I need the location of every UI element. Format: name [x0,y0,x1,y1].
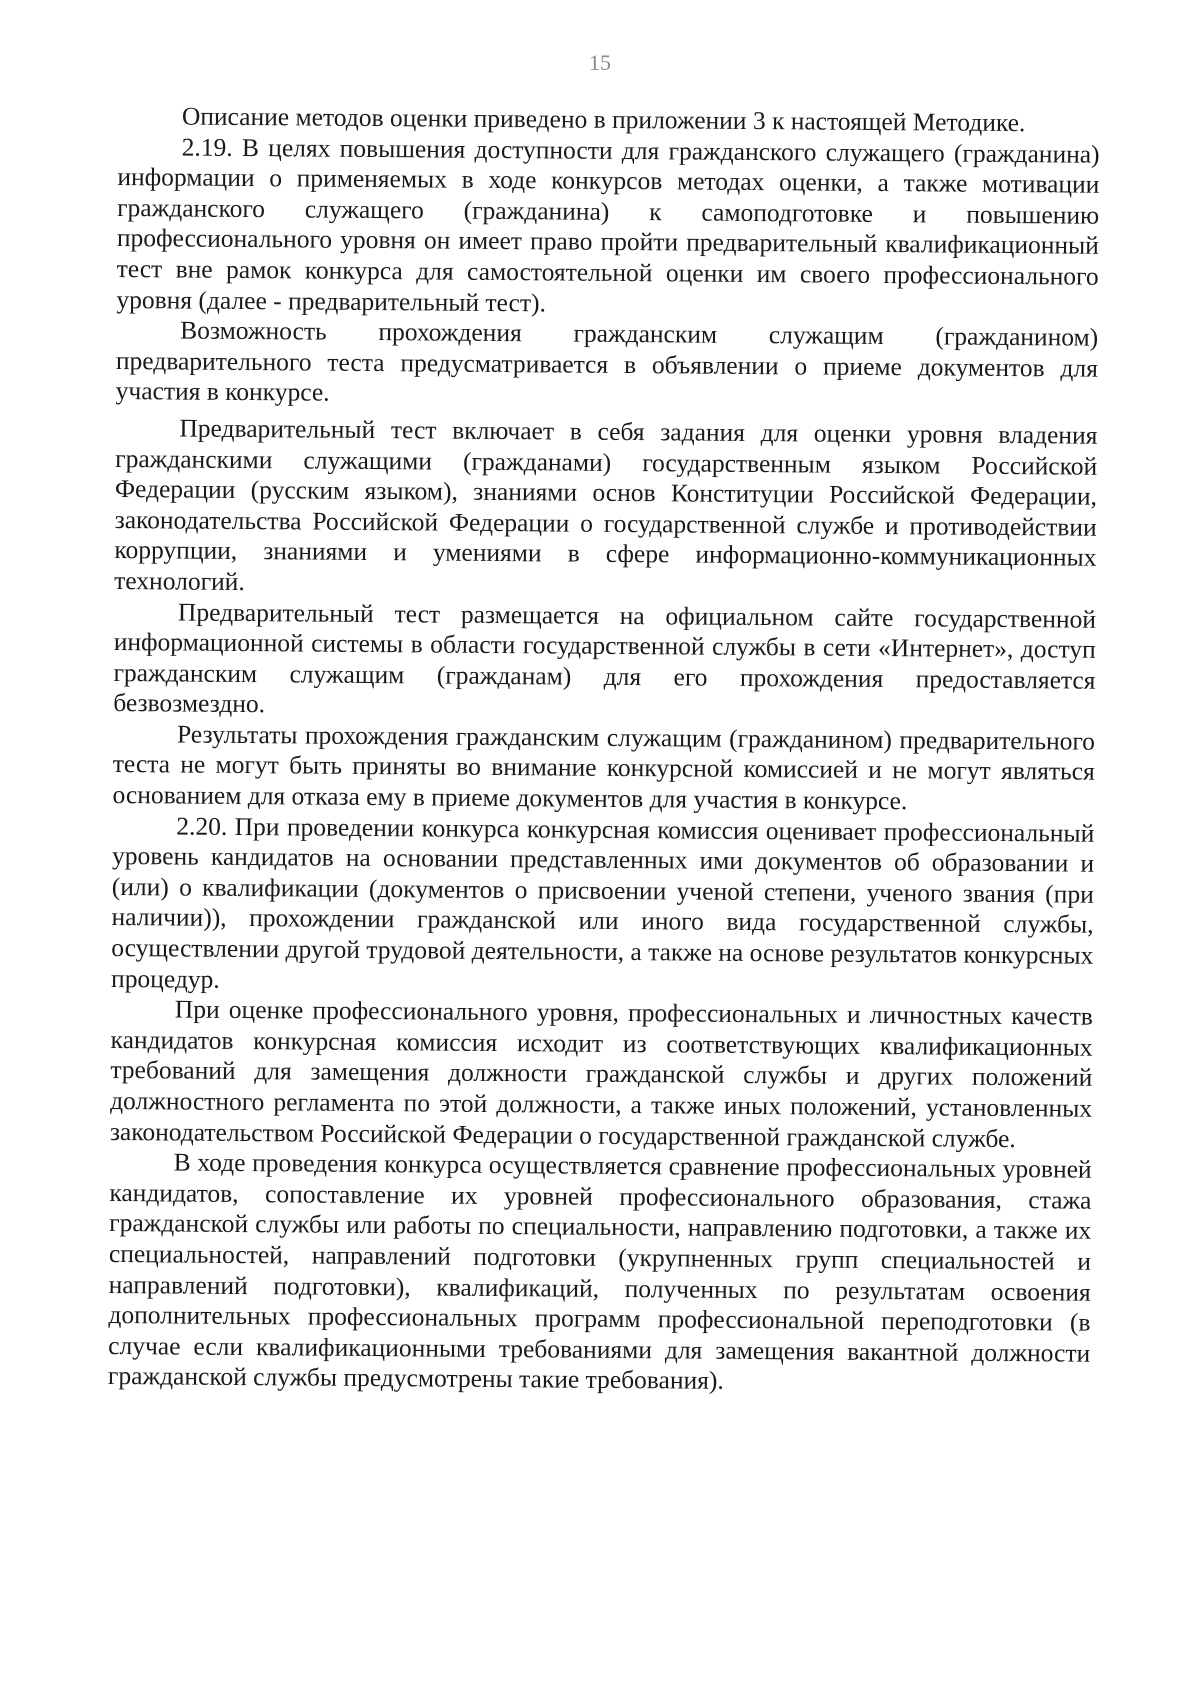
paragraph-preliminary-test-content: Предварительный тест включает в себя задания для оценки уровня владения гражданскими служащими (гражданами) государственным языком Российской Федерации (русским языком), знаниями основ Конституции Российской Федерации, законодательства Российской Федерации о государственной службе и противодействии коррупции, знаниями и умениями в сфере информационно-коммуникационных технологий. [114,413,1098,596]
paragraph-qualification-requirements: При оценке профессионального уровня, профессиональных и личностных качеств кандидатов конкурсная комиссия исходит из соответствующих квалификационных требований для замещения должности гражданской службы и других положений должностного регламента по этой должности, а также иных положений, установленных законодательством Российской Федерации о государственной гражданской службе. [109,994,1093,1153]
paragraph-assessment-methods: Описание методов оценки приведено в приложении 3 к настоящей Методике. [181,101,1026,138]
paragraph-2-20-professional-level: 2.20. При проведении конкурса конкурсная комиссия оценивает профессиональный уровень кандидатов на основании представленных ими документов об образовании и (или) о квалификации (документов о присвоении ученой степени, ученого звания (при наличии)), прохождении гражданской или иного вида государственной службы, осуществлении другой трудовой деятельности, а также на основе результатов конкурсных процедур. [110,811,1095,994]
document-body [108,101,1100,1400]
paragraph-2-19-preliminary-test-right: 2.19. В целях повышения доступности для гражданского служащего (гражданина) информации о применяемых в ходе конкурсов методах оценки, а также мотивации гражданского служащего (гражданина) к самоподготовке и повышению профессионального уровня он имеет право пройти предварительный квалификационный тест вне рамок конкурса для самостоятельной оценки им своего профессионального уровня (далее - предварительный тест). [116,132,1100,317]
paragraph-preliminary-test-placement: Предварительный тест размещается на официальном сайте государственной информационной системы в области государственной службы в сети «Интернет», доступ гражданским служащим (гражданам) для его прохождения предоставляется безвозмездно. [113,596,1097,719]
paragraph-candidate-comparison: В ходе проведения конкурса осуществляется сравнение профессиональных уровней кандидатов, сопоставление их уровней профессионального образования, стажа гражданской службы или работы по специальности, направлению подготовки, а также их специальностей, направлений подготовки (укрупненных групп специальностей и направлений подготовки), квалификаций, полученных по результатам освоения дополнительных профессиональных программ профессиональной переподготовки (в случае если квалификационными требованиями для замещения вакантной должности гражданской службы предусмотрены такие требования). [107,1147,1092,1396]
page-number: 15 [589,50,611,75]
paragraph-preliminary-test-announcement: Возможность прохождения гражданским служащим (гражданином) предварительного теста предусматривается в объявлении о приеме документов для участия в конкурсе. [115,315,1099,408]
paragraph-preliminary-test-results: Результаты прохождения гражданским служащим (гражданином) предварительного теста не могут быть приняты во внимание конкурсной комиссией и не могут являться основанием для отказа ему в приеме документов для участия в конкурсе. [112,719,1096,816]
